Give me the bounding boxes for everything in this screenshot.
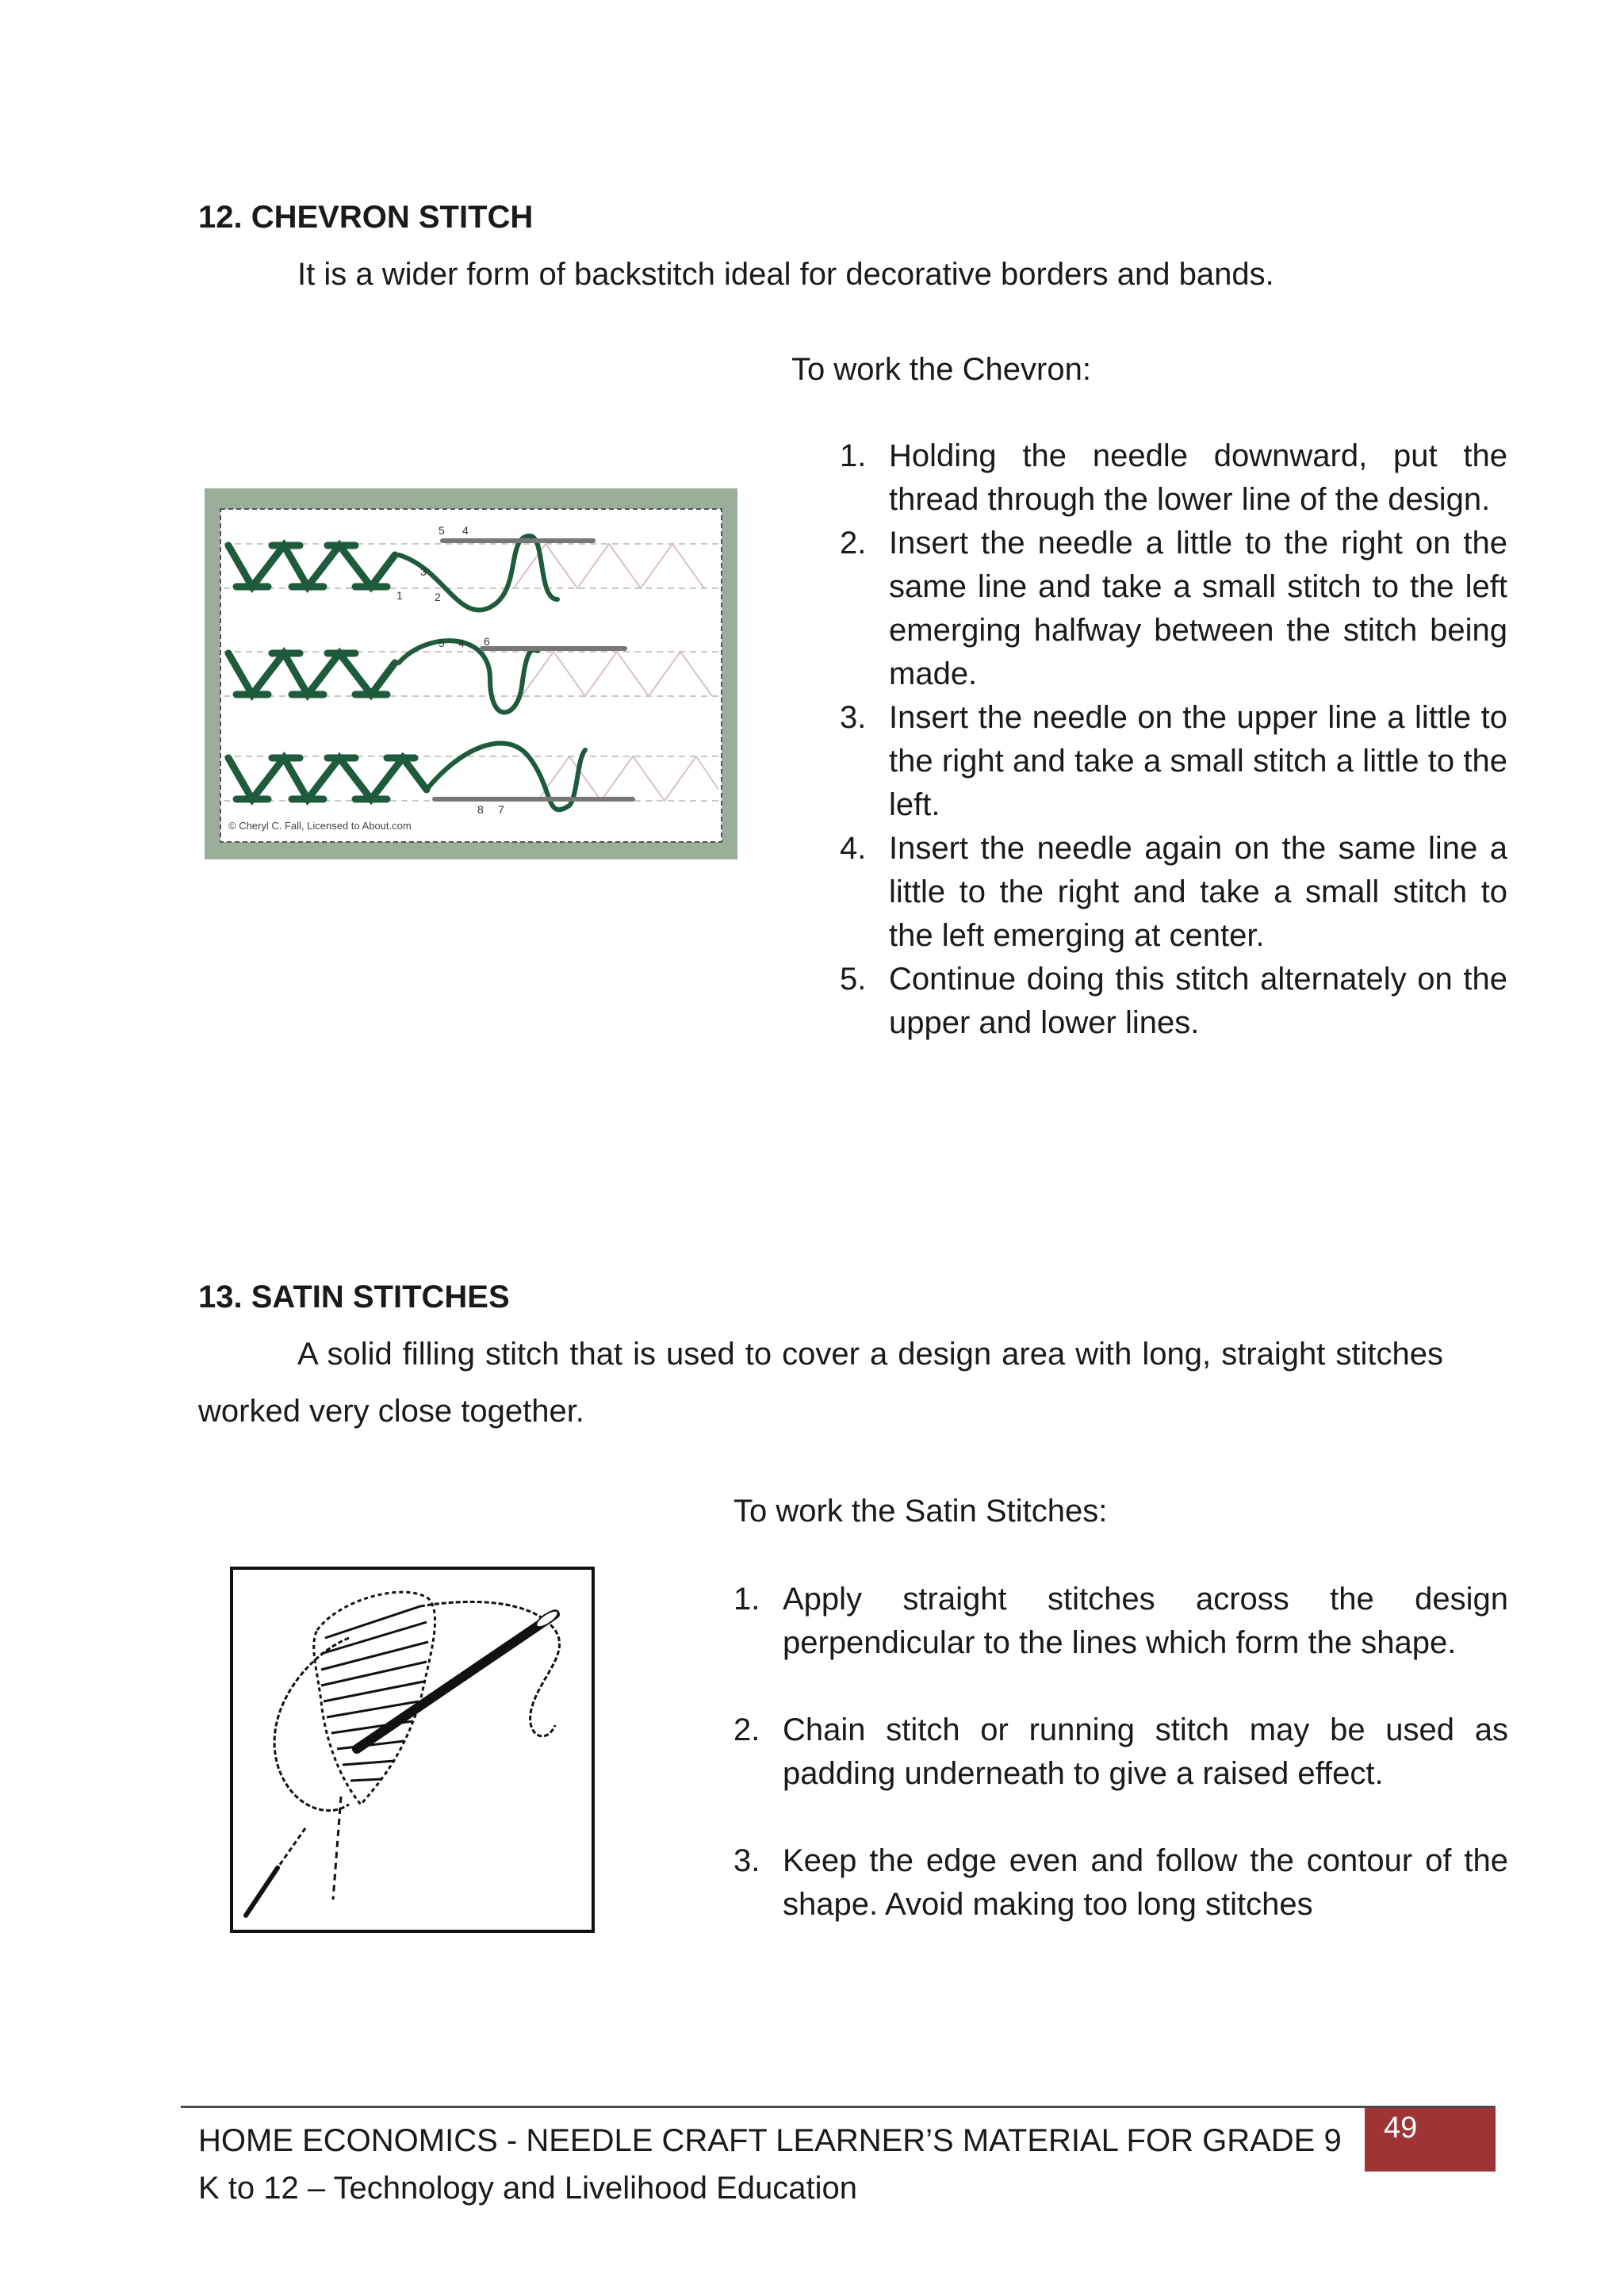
footer-subtitle: K to 12 – Technology and Livelihood Education <box>198 2171 857 2206</box>
satin-intro: A solid filling stitch that is used to cover a design area with long, straight stitches worked very close together. <box>198 1337 1443 1429</box>
footer-rule <box>181 2106 1496 2108</box>
svg-text:5: 5 <box>439 524 445 537</box>
satin-heading: 13. SATIN STITCHES <box>198 1280 510 1314</box>
satin-steps <box>733 1578 1508 1927</box>
chevron-step: 3. Insert the needle on the upper line a little to the right and take a small stitch a little to the left. <box>840 700 1507 822</box>
chevron-stitch-illustration <box>205 488 737 859</box>
figure-credit: © Cheryl C. Fall, Licensed to About.com <box>228 820 412 832</box>
satin-step: 1. Apply straight stitches across the design perpendicular to the lines which form the shape. <box>733 1582 1508 1660</box>
svg-text:5: 5 <box>439 637 445 649</box>
chevron-step: 1. Holding the needle downward, put the thread through the lower line of the design. <box>840 438 1507 517</box>
svg-text:1: 1 <box>396 589 403 602</box>
chevron-step: 4. Insert the needle again on the same line a little to the right and take a small stitch to the left emerging at center. <box>840 831 1507 953</box>
satin-step: 2. Chain stitch or running stitch may be used as padding underneath to give a raised effect. <box>733 1712 1508 1791</box>
chevron-intro: It is a wider form of backstitch ideal for decorative borders and bands. <box>297 257 1274 292</box>
chevron-step: 2. Insert the needle a little to the right on the same line and take a small stitch to the left emerging halfway between the stitch being made. <box>840 526 1507 691</box>
svg-text:4: 4 <box>458 637 465 649</box>
chevron-steps <box>840 434 1507 1045</box>
chevron-heading: 12. CHEVRON STITCH <box>198 200 534 235</box>
satin-stitch-illustration <box>230 1567 595 1933</box>
satin-lead: To work the Satin Stitches: <box>733 1494 1108 1529</box>
svg-text:4: 4 <box>462 524 469 537</box>
chevron-lead: To work the Chevron: <box>791 352 1091 387</box>
page-number: 49 <box>1365 2108 1496 2172</box>
footer-title: HOME ECONOMICS - NEEDLE CRAFT LEARNER’S MATERIAL FOR GRADE 9 <box>198 2123 1342 2158</box>
svg-text:2: 2 <box>435 591 441 603</box>
svg-text:6: 6 <box>484 635 490 648</box>
satin-step: 3. Keep the edge even and follow the contour of the shape. Avoid making too long stitches <box>733 1843 1508 1922</box>
svg-text:7: 7 <box>498 803 504 816</box>
chevron-step: 5. Continue doing this stitch alternately on the upper and lower lines. <box>840 962 1507 1040</box>
svg-text:8: 8 <box>477 803 484 816</box>
svg-text:3: 3 <box>420 565 427 578</box>
